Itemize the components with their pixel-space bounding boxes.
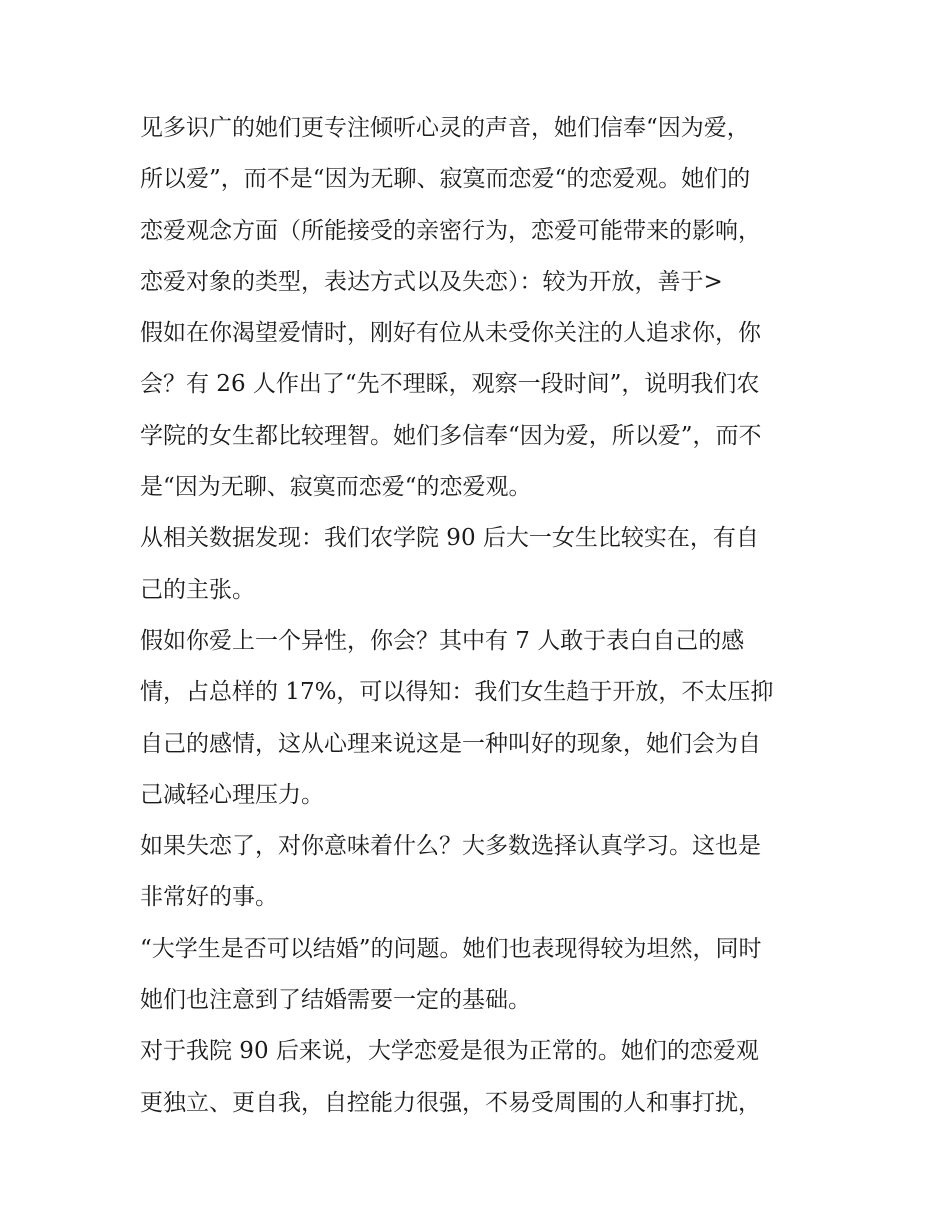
text-line: 从相关数据发现：我们农学院 90 后大一女生比较实在，有自 [140, 525, 759, 552]
document-body [140, 103, 815, 1129]
text-line: 见多识广的她们更专注倾听心灵的声音，她们信奉“因为爱， [140, 115, 750, 141]
text-line: 自己的感情，这从心理来说这是一种叫好的现象，她们会为自 [140, 730, 761, 757]
text-line: 对于我院 90 后来说，大学恋爱是很为正常的。她们的恋爱观 [140, 1038, 759, 1065]
text-line: 如果失恋了，对你意味着什么？大多数选择认真学习。这也是 [140, 833, 761, 860]
text-line: 恋爱观念方面（所能接受的亲密行为，恋爱可能带来的影响， [140, 217, 761, 244]
text-line: 会？有 26 人作出了“先不理睬，观察一段时间”，说明我们农 [140, 371, 760, 398]
text-line: 非常好的事。 [140, 884, 278, 911]
text-line: 更独立、更自我，自控能力很强，不易受周围的人和事打扰， [140, 1089, 761, 1116]
text-line: 己的主张。 [140, 576, 255, 603]
text-line: 己减轻心理压力。 [140, 781, 324, 808]
text-line: 所以爱”，而不是“因为无聊、寂寞而恋爱“的恋爱观。她们的 [140, 166, 751, 193]
text-line: 是“因为无聊、寂寞而恋爱“的恋爱观。 [140, 474, 532, 501]
text-line: 假如你爱上一个异性，你会？其中有 7 人敢于表白自己的感 [140, 627, 745, 654]
text-line: 她们也注意到了结婚需要一定的基础。 [140, 987, 531, 1014]
text-line: “大学生是否可以结婚”的问题。她们也表现得较为坦然，同时 [140, 935, 762, 962]
text-line: 学院的女生都比较理智。她们多信奉“因为爱，所以爱”，而不 [140, 422, 762, 449]
text-line: 恋爱对象的类型，表达方式以及失恋）：较为开放，善于> [140, 268, 723, 295]
text-line: 情，占总样的 17%，可以得知：我们女生趋于开放，不太压抑 [140, 679, 774, 706]
text-line: 假如在你渴望爱情时，刚好有位从未受你关注的人追求你，你 [140, 320, 761, 347]
